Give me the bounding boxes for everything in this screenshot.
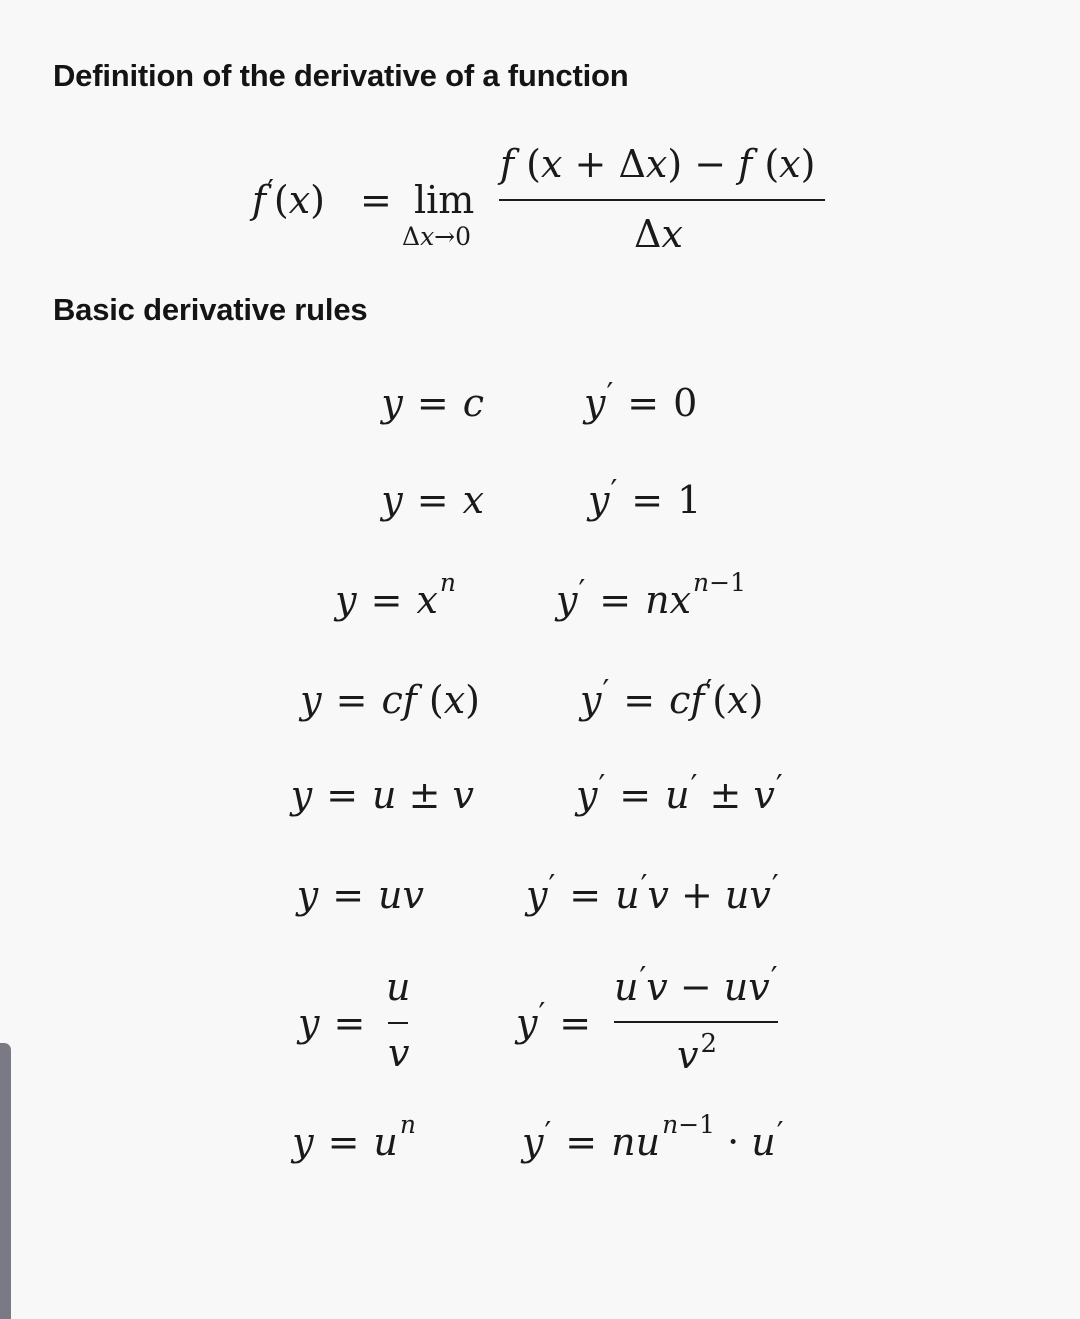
rule-lhs: y = [298, 1001, 366, 1045]
definition-lhs: f′(x) [252, 174, 325, 222]
rule-lhs: $y = x^n$ [335, 568, 456, 622]
rule-row-sum-difference [0, 770, 1080, 850]
rule-lhs: y = cf (x) [300, 678, 480, 722]
rule-rhs: y′ = [516, 997, 592, 1045]
quotient-denominator-v: v [388, 1031, 410, 1075]
rules-heading: Basic derivative rules [53, 292, 368, 327]
rule-lhs: y = x [381, 478, 484, 522]
rule-lhs: y = uv [296, 873, 424, 917]
rule-row-power [0, 568, 1080, 655]
rule-rhs: y′ = cf′(x) [580, 674, 764, 722]
rule-row-constant-multiple [0, 675, 1080, 755]
quotient-rhs-numerator: u′v − uv′ [614, 961, 778, 1009]
rule-rhs: y′ = u′v + uv′ [526, 869, 779, 917]
rule-row-identity [0, 475, 1080, 555]
definition-equals: = [360, 178, 392, 222]
quotient-numerator-u: u [386, 965, 411, 1009]
rule-row-chain-power [0, 1110, 1080, 1197]
rule-lhs: $y = u^n$ [292, 1110, 416, 1164]
definition-denominator: Δx [634, 212, 683, 256]
rule-row-quotient [0, 961, 1080, 1085]
rule-rhs: y′ = u′ ± v′ [576, 769, 783, 817]
rule-row-constant [0, 378, 1080, 458]
rule-rhs: $y' = nu^{n-1} \cdot u'$ [522, 1110, 784, 1164]
definition-numerator: f (x + Δx) − f (x) [500, 142, 816, 186]
rule-rhs: y′ = 0 [584, 377, 698, 425]
limit-operator: lim [414, 178, 475, 222]
rule-lhs: y = u ± v [290, 773, 474, 817]
definition-heading: Definition of the derivative of a function [53, 58, 629, 93]
quotient-lhs-bar [388, 1022, 408, 1024]
scrollbar-handle[interactable] [0, 1043, 11, 1319]
rule-rhs: $y' = nx^{n-1}$ [556, 568, 746, 622]
rule-rhs: y′ = 1 [588, 474, 702, 522]
fraction-bar [499, 199, 825, 201]
rule-row-product [0, 870, 1080, 950]
rule-lhs: y = c [381, 381, 484, 425]
limit-subscript: Δx→0 [402, 222, 472, 251]
quotient-rhs-denominator: $v^2$ [677, 1029, 718, 1077]
quotient-rhs-bar [614, 1021, 778, 1023]
